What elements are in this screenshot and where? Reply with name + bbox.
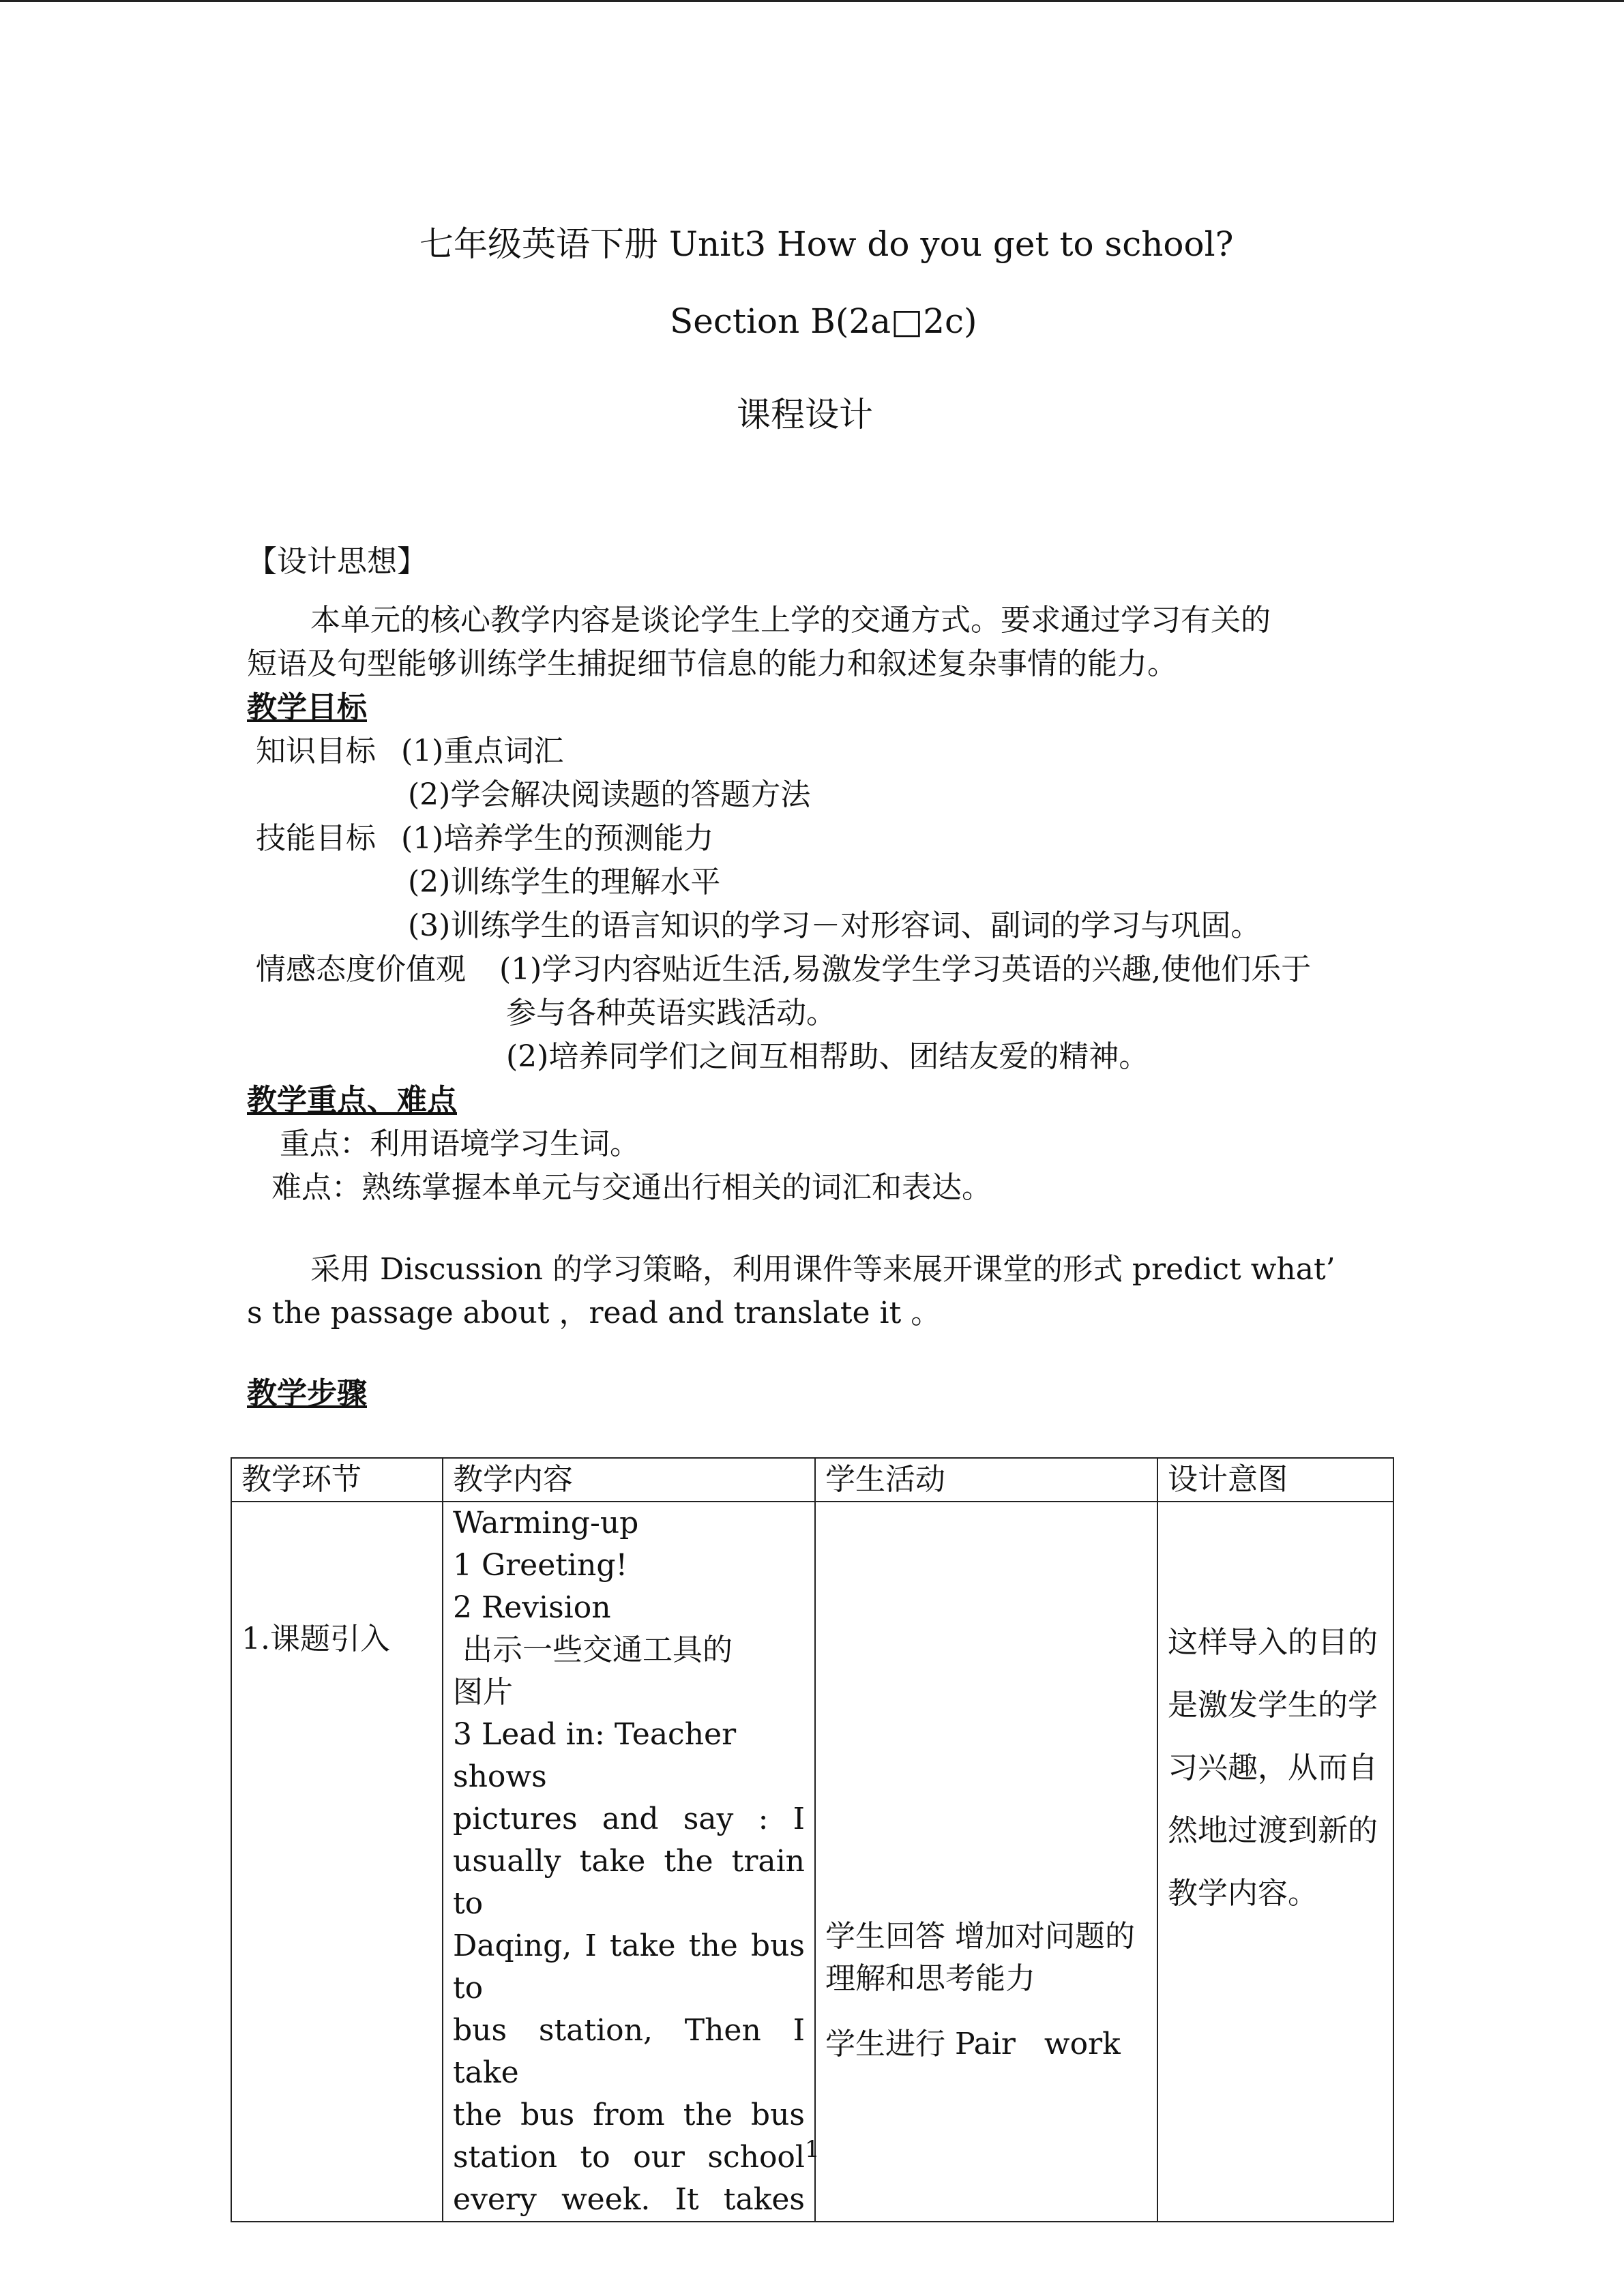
knowledge-label: 知识目标 (256, 734, 376, 769)
page-subtitle: Section B(2a□2c) (670, 301, 977, 341)
strategy-line1: 采用 Discussion 的学习策略，利用课件等来展开课堂的形式 predict what’ (310, 1252, 1335, 1287)
content-line: bus station, Then I take (453, 2013, 805, 2090)
difficult-point: 难点：熟练掌握本单元与交通出行相关的词汇和表达。 (271, 1170, 992, 1205)
stage-cell (231, 1502, 443, 2222)
purpose-cell (1157, 1502, 1393, 2222)
emotion-item-1a: (1)学习内容贴近生活,易激发学生学习英语的兴趣,使他们乐于 (499, 952, 1312, 987)
design-idea-para-line1: 本单元的核心教学内容是谈论学生上学的交通方式。要求通过学习有关的 (310, 603, 1271, 638)
key-point: 重点：利用语境学习生词。 (280, 1127, 640, 1161)
skill-item-2: (2)训练学生的理解水平 (408, 865, 721, 899)
design-idea-para-line2: 短语及句型能够训练学生捕捉细节信息的能力和叙述复杂事情的能力。 (247, 646, 1177, 681)
content-line: 3 Lead in: Teacher shows (453, 1717, 737, 1794)
objectives-heading: 教学目标 (247, 690, 367, 725)
content-line: 2 Revision (453, 1590, 611, 1625)
emotion-item-2: (2)培养同学们之间互相帮助、团结友爱的精神。 (506, 1039, 1149, 1074)
steps-heading: 教学步骤 (247, 1376, 367, 1411)
content-line: usually take the train to (453, 1844, 805, 1921)
table-row (231, 1502, 1393, 2222)
content-line: pictures and say : I (453, 1802, 805, 1836)
page-title-design: 课程设计 (737, 395, 873, 434)
column-header: 学生活动 (815, 1458, 1157, 1502)
page-top-border (0, 0, 1624, 2)
content-line: Daqing, I take the bus to (453, 1928, 805, 2006)
content-line: 出示一些交通工具的 (453, 1632, 733, 1667)
activity-text: 学生进行 Pair work (825, 2027, 1121, 2061)
emotion-item-1b: 参与各种英语实践活动。 (506, 996, 836, 1030)
column-header: 教学环节 (231, 1458, 443, 1502)
content-line: the bus from the bus (453, 2098, 805, 2132)
strategy-line2: s the passage about ，read and translate it 。 (247, 1296, 941, 1330)
content-line: every week. It takes (453, 2182, 805, 2217)
content-cell (443, 1502, 815, 2222)
emotion-label: 情感态度价值观 (256, 952, 466, 987)
purpose-text: 这样导入的目的是激发学生的学习兴趣，从而自然地过渡到新的教学内容。 (1168, 1625, 1378, 1911)
stage-label: 1.课题引入 (241, 1622, 390, 1656)
content-line: Warming-up (453, 1506, 639, 1540)
column-header: 教学内容 (443, 1458, 815, 1502)
teaching-steps-table (231, 1457, 1394, 2222)
content-line: station to our school (453, 2140, 805, 2175)
table-header-row (231, 1458, 1393, 1502)
key-points-heading: 教学重点、难点 (247, 1083, 457, 1118)
content-line: 1 Greeting! (453, 1548, 628, 1583)
activity-text: 学生回答 增加对问题的理解和思考能力 (825, 1919, 1135, 1996)
knowledge-item-1: (1)重点词汇 (401, 734, 564, 769)
activity-cell (815, 1502, 1157, 2222)
skill-item-1: (1)培养学生的预测能力 (401, 821, 714, 856)
skill-label: 技能目标 (256, 821, 376, 856)
design-idea-heading: 【设计思想】 (247, 544, 427, 579)
knowledge-item-2: (2)学会解决阅读题的答题方法 (408, 777, 811, 812)
column-header: 设计意图 (1157, 1458, 1393, 1502)
page-number: 1 (805, 2136, 820, 2163)
page-title: 七年级英语下册 Unit3 How do you get to school? (419, 224, 1234, 264)
skill-item-3: (3)训练学生的语言知识的学习－对形容词、副词的学习与巩固。 (408, 908, 1261, 943)
content-line: 图片 (453, 1675, 513, 1710)
